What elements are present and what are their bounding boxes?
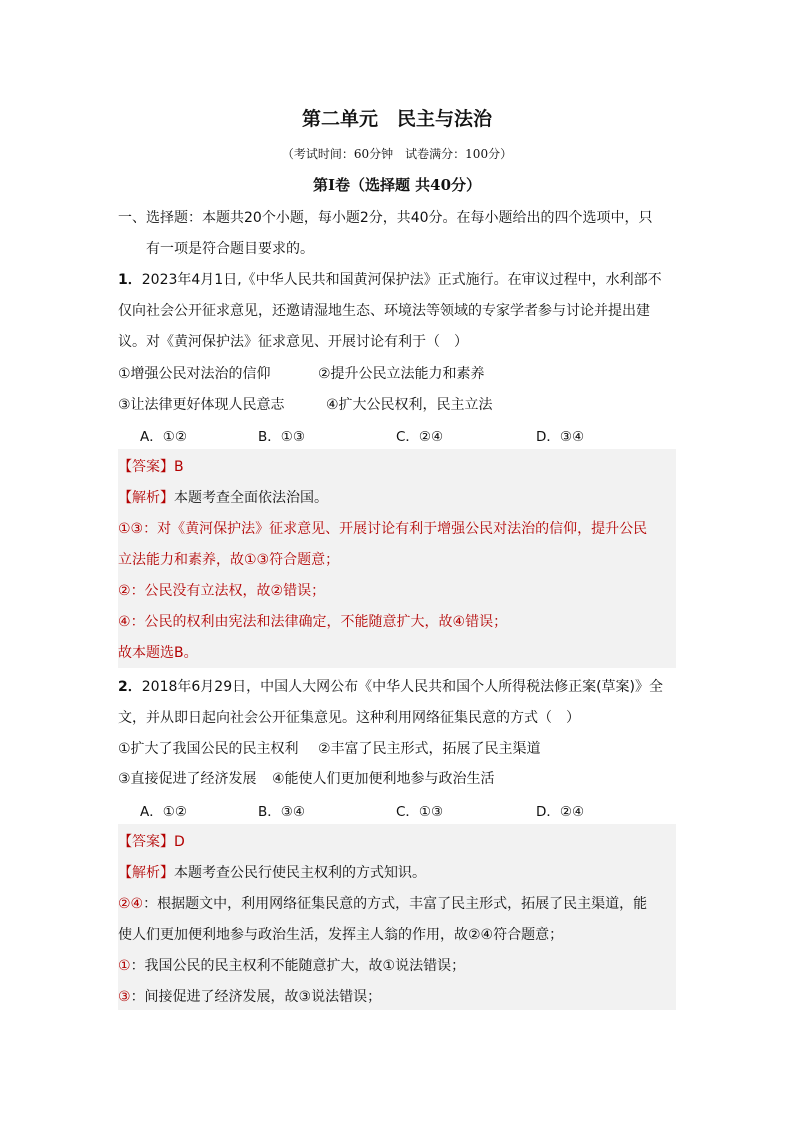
q2-item-4: ④能使人们更加便利地参与政治生活 <box>272 771 495 787</box>
q2-analysis: 【解析】本题考查公民行使民主权利的方式知识。 <box>118 865 426 881</box>
q1-item-4: ④扩大公民权利，民主立法 <box>326 397 493 413</box>
q1-item-3: ③让法律更好体现人民意志 <box>118 397 285 413</box>
q2-option-d[interactable]: D．②④ <box>536 804 585 820</box>
q1-stem-line-1: 1．2023年4月1日,《中华人民共和国黄河保护法》正式施行。在审议过程中，水利部不 <box>118 272 662 288</box>
q2-item-2: ②丰富了民主形式，拓展了民主渠道 <box>318 741 541 757</box>
q1-conclusion: 故本题选B。 <box>118 645 198 661</box>
part-heading: 第Ⅰ卷（选择题 共40分） <box>312 176 482 194</box>
q2-analysis-point-2: ①：我国公民的民主权利不能随意扩大，故①说法错误； <box>118 958 466 974</box>
q1-analysis-point-2: ②：公民没有立法权，故②错误； <box>118 583 326 599</box>
q2-analysis-point-1-cont: 使人们更加便利地参与政治生活，发挥主人翁的作用，故②④符合题意； <box>118 927 564 943</box>
q2-item-3: ③直接促进了经济发展 <box>118 771 257 787</box>
q1-option-a[interactable]: A．①② <box>140 429 187 445</box>
q1-analysis: 【解析】本题考查全面依法治国。 <box>118 490 328 506</box>
q1-number: 1． <box>118 272 142 288</box>
q1-analysis-point-1-cont: 立法能力和素养，故①③符合题意； <box>118 552 340 568</box>
q2-number: 2． <box>118 679 142 695</box>
q2-stem-line-1: 2．2018年6月29日，中国人大网公布《中华人民共和国个人所得税法修正案(草案)》全 <box>118 679 664 695</box>
q1-option-b[interactable]: B．①③ <box>258 429 305 445</box>
q2-analysis-point-1: ②④：根据题文中，利用网络征集民意的方式，丰富了民主形式，拓展了民主渠道，能 <box>118 896 648 912</box>
q2-item-1: ①扩大了我国公民的民主权利 <box>118 741 299 757</box>
q2-answer: 【答案】D <box>118 834 185 850</box>
exam-info: （考试时间：60分钟 试卷满分：100分） <box>281 147 513 161</box>
q2-analysis-point-3: ③：间接促进了经济发展，故③说法错误； <box>118 989 382 1005</box>
q1-analysis-point-1: ①③：对《黄河保护法》征求意见、开展讨论有利于增强公民对法治的信仰，提升公民 <box>118 521 648 537</box>
q1-analysis-point-3: ④：公民的权利由宪法和法律确定，不能随意扩大，故④错误； <box>118 614 508 630</box>
q1-option-d[interactable]: D．③④ <box>536 429 585 445</box>
q2-stem-line-2: 文，并从即日起向社会公开征集意见。这种利用网络征集民意的方式（ ） <box>118 710 580 726</box>
instructions-line-2: 有一项是符合题目要求的。 <box>146 241 314 257</box>
q2-option-a[interactable]: A．①② <box>140 804 187 820</box>
q1-stem-line-3: 议。对《黄河保护法》征求意见、开展讨论有利于（ ） <box>118 334 468 350</box>
q1-answer-block <box>118 449 676 668</box>
q2-answer-block <box>118 824 676 1010</box>
q2-option-b[interactable]: B．③④ <box>258 804 305 820</box>
q1-option-c[interactable]: C．②④ <box>396 429 444 445</box>
q1-stem-line-2: 仅向社会公开征求意见，还邀请湿地生态、环境法等领域的专家学者参与讨论并提出建 <box>118 303 650 319</box>
page-title: 第二单元 民主与法治 <box>301 108 492 130</box>
q1-item-2: ②提升公民立法能力和素养 <box>318 366 485 382</box>
q1-answer: 【答案】B <box>118 459 184 475</box>
q2-option-c[interactable]: C．①③ <box>396 804 444 820</box>
q1-item-1: ①增强公民对法治的信仰 <box>118 366 271 382</box>
instructions-line-1: 一、选择题：本题共20个小题，每小题2分，共40分。在每小题给出的四个选项中，只 <box>118 210 653 226</box>
